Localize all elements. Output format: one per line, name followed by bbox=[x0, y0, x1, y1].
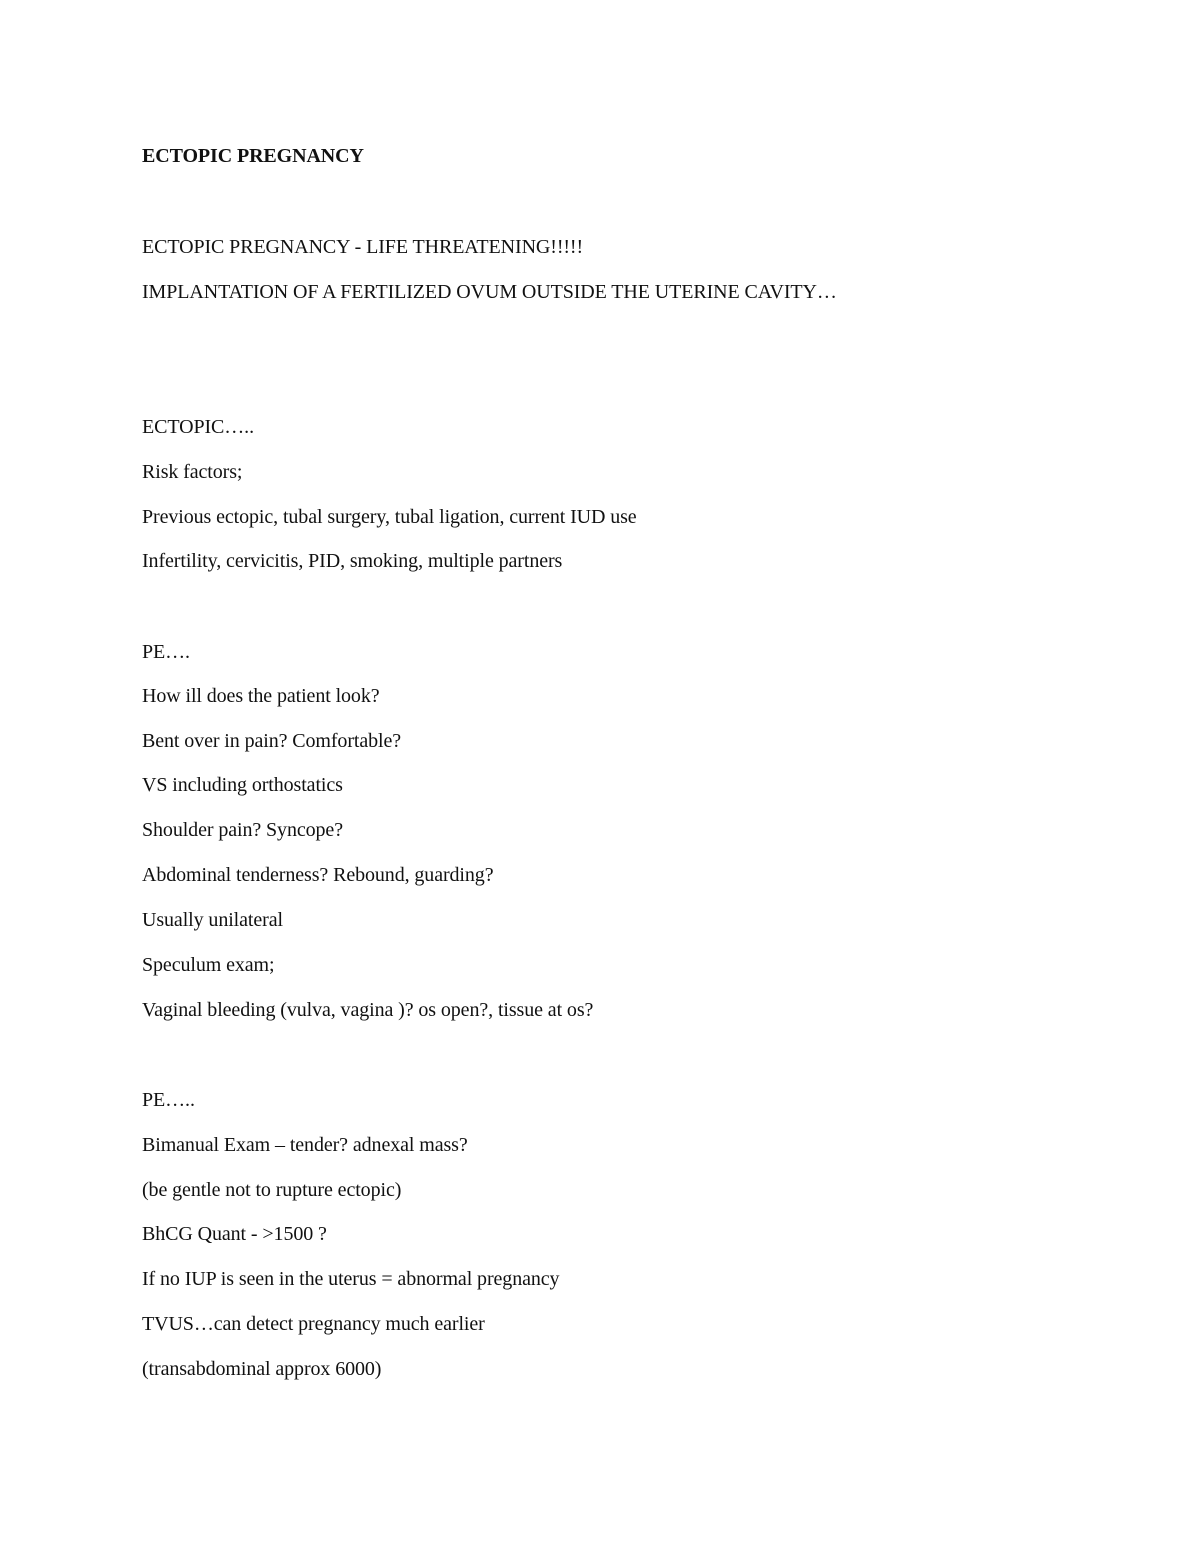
text-line: Risk factors; bbox=[142, 461, 243, 483]
intro-line: IMPLANTATION OF A FERTILIZED OVUM OUTSIDE THE UTERINE CAVITY… bbox=[142, 281, 837, 303]
text-line: TVUS…can detect pregnancy much earlier bbox=[142, 1313, 485, 1335]
text-line: Vaginal bleeding (vulva, vagina )? os open?, tissue at os? bbox=[142, 999, 594, 1021]
text-line: VS including orthostatics bbox=[142, 774, 343, 796]
text-line: Bent over in pain? Comfortable? bbox=[142, 730, 402, 752]
text-line: If no IUP is seen in the uterus = abnormal pregnancy bbox=[142, 1268, 560, 1290]
section-heading: PE…. bbox=[142, 641, 190, 663]
document-title: ECTOPIC PREGNANCY bbox=[142, 145, 364, 167]
text-line: Speculum exam; bbox=[142, 954, 275, 976]
text-line: (be gentle not to rupture ectopic) bbox=[142, 1179, 402, 1201]
text-line: How ill does the patient look? bbox=[142, 685, 380, 707]
text-line: Usually unilateral bbox=[142, 909, 283, 931]
intro-line: ECTOPIC PREGNANCY - LIFE THREATENING!!!!! bbox=[142, 236, 584, 258]
text-line: Shoulder pain? Syncope? bbox=[142, 819, 343, 841]
text-line: Previous ectopic, tubal surgery, tubal ligation, current IUD use bbox=[142, 506, 637, 528]
text-line: Infertility, cervicitis, PID, smoking, multiple partners bbox=[142, 550, 563, 572]
text-line: (transabdominal approx 6000) bbox=[142, 1358, 382, 1380]
text-line: Abdominal tenderness? Rebound, guarding? bbox=[142, 864, 494, 886]
section-heading: ECTOPIC….. bbox=[142, 416, 254, 438]
text-line: Bimanual Exam – tender? adnexal mass? bbox=[142, 1134, 468, 1156]
section-heading: PE….. bbox=[142, 1089, 195, 1111]
text-line: BhCG Quant - >1500 ? bbox=[142, 1223, 327, 1245]
